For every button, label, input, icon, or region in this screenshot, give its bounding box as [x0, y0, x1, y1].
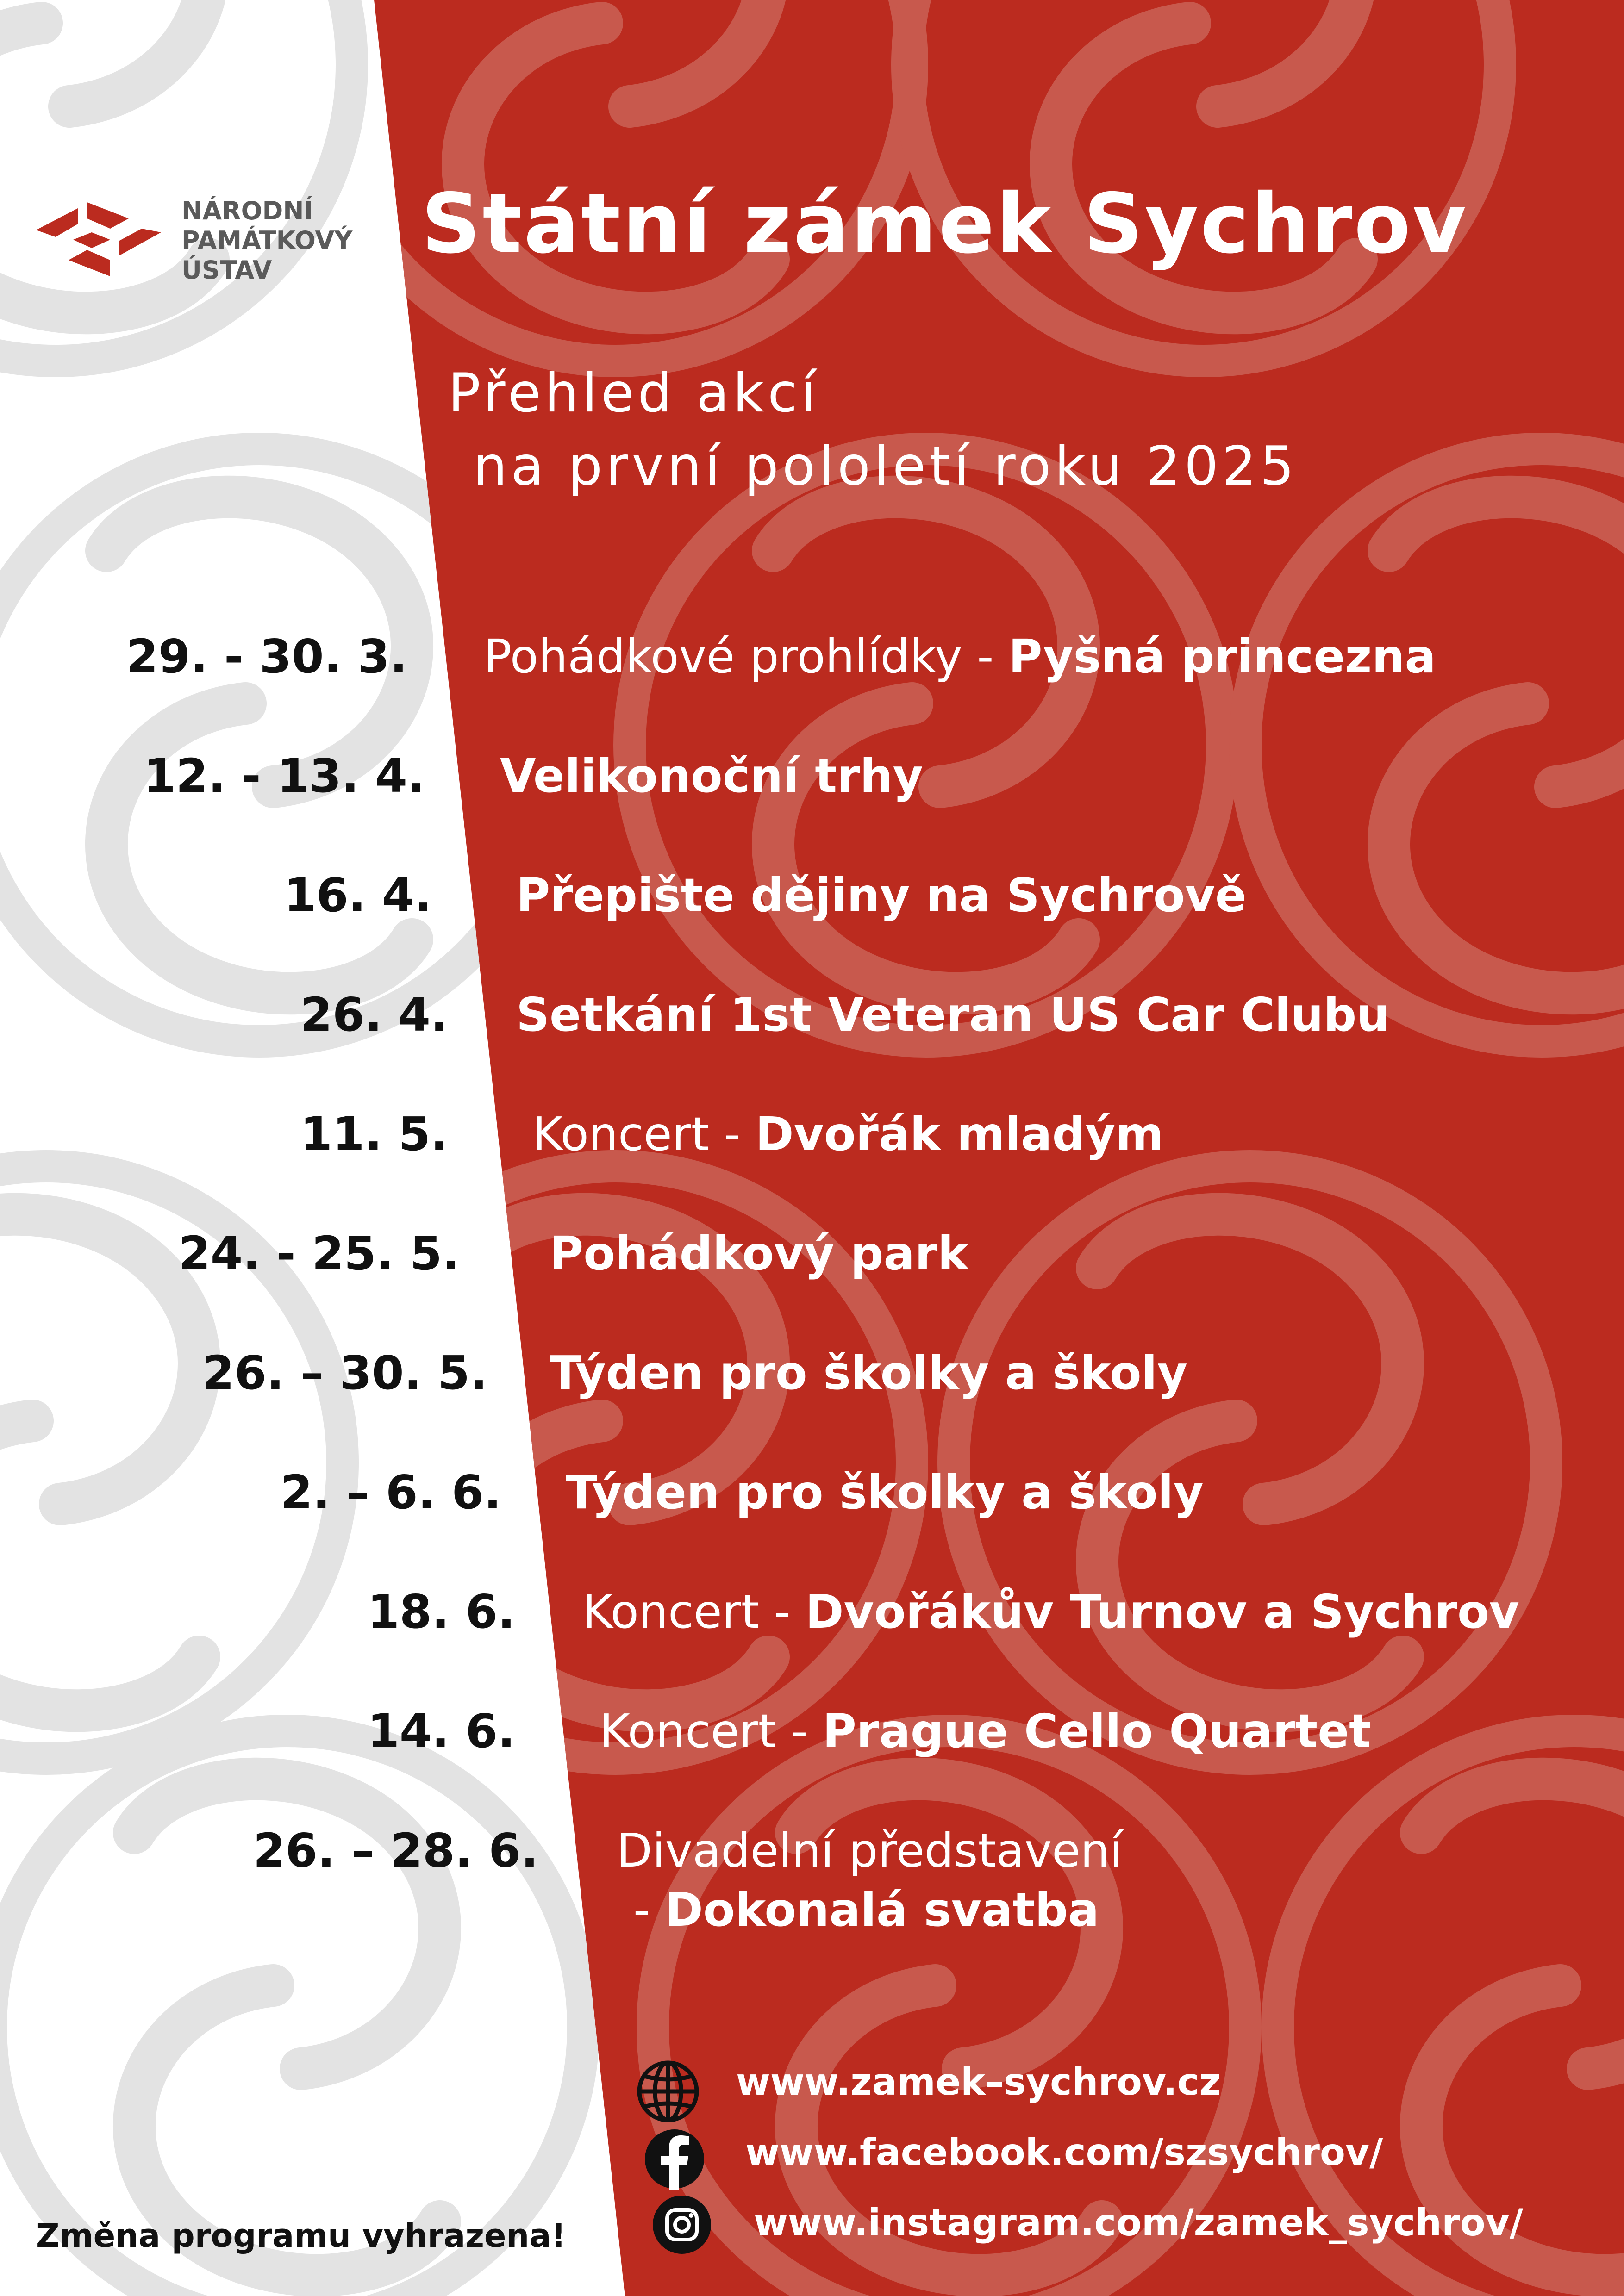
- subtitle-line-2: na první pololetí roku 2025: [473, 435, 1298, 498]
- event-title: [516, 868, 1247, 922]
- event-title: [516, 988, 1389, 1042]
- event-name: Velikonoční trhy: [500, 749, 923, 803]
- event-type: Koncert -: [582, 1585, 806, 1639]
- instagram-link[interactable]: www.instagram.com/zamek_sychrov/: [754, 2201, 1523, 2244]
- event-date: 26. 4.: [300, 988, 448, 1042]
- event-type: Koncert -: [532, 1107, 756, 1161]
- event-date: 14. 6.: [367, 1704, 515, 1758]
- event-name: Dvořák mladým: [755, 1107, 1164, 1161]
- event-title: [550, 1226, 968, 1281]
- logo-line-1: NÁRODNÍ: [181, 196, 313, 225]
- event-date: 26. – 30. 5.: [202, 1346, 487, 1400]
- event-date: 26. – 28. 6.: [253, 1823, 538, 1878]
- event-date: 2. – 6. 6.: [280, 1465, 501, 1519]
- event-name: Týden pro školky a školy: [566, 1465, 1204, 1519]
- event-date: 16. 4.: [284, 868, 432, 922]
- event-date: 11. 5.: [300, 1107, 448, 1161]
- event-name: Prague Cello Quartet: [822, 1704, 1371, 1758]
- page-title: Státní zámek Sychrov: [421, 176, 1468, 272]
- event-type: Koncert -: [600, 1704, 823, 1758]
- event-name: Pohádkový park: [550, 1226, 968, 1281]
- event-name: Dvořákův Turnov a Sychrov: [805, 1585, 1519, 1639]
- program-change-note: Změna programu vyhrazena!: [36, 2217, 566, 2255]
- logo-line-3: ÚSTAV: [181, 255, 272, 285]
- event-date: 24. - 25. 5.: [178, 1226, 460, 1281]
- event-title: [600, 1704, 1371, 1758]
- event-name: Týden pro školky a školy: [550, 1346, 1187, 1400]
- event-title: [500, 749, 923, 803]
- subtitle-line-1: Přehled akcí: [448, 362, 820, 424]
- event-title: [532, 1107, 1164, 1161]
- event-title: [582, 1585, 1519, 1639]
- event-name: Dokonalá svatba: [664, 1883, 1099, 1937]
- event-title-line-2: [633, 1883, 1099, 1937]
- facebook-link[interactable]: www.facebook.com/szsychrov/: [745, 2131, 1383, 2174]
- event-title: [566, 1465, 1204, 1519]
- event-type: Divadelní představení: [617, 1823, 1123, 1878]
- event-date: 12. - 13. 4.: [144, 749, 425, 803]
- logo-line-2: PAMÁTKOVÝ: [181, 226, 353, 255]
- event-date: 18. 6.: [367, 1585, 515, 1639]
- globe-icon: [635, 2059, 701, 2124]
- instagram-icon: [652, 2195, 712, 2255]
- event-name: Pyšná princezna: [1008, 629, 1436, 684]
- event-name: Setkání 1st Veteran US Car Clubu: [516, 988, 1390, 1042]
- event-title-line-1: [617, 1823, 1123, 1878]
- facebook-icon: [643, 2128, 706, 2190]
- npu-logo-icon: [36, 200, 161, 279]
- event-title: [484, 629, 1436, 684]
- event-title: [550, 1346, 1187, 1400]
- event-name: Přepište dějiny na Sychrově: [516, 868, 1247, 922]
- event-type: Pohádkové prohlídky -: [484, 629, 1009, 684]
- event-date: 29. - 30. 3.: [126, 629, 407, 684]
- event-dash: -: [633, 1883, 665, 1937]
- logo-text: [181, 196, 352, 285]
- website-link[interactable]: www.zamek–sychrov.cz: [736, 2060, 1221, 2103]
